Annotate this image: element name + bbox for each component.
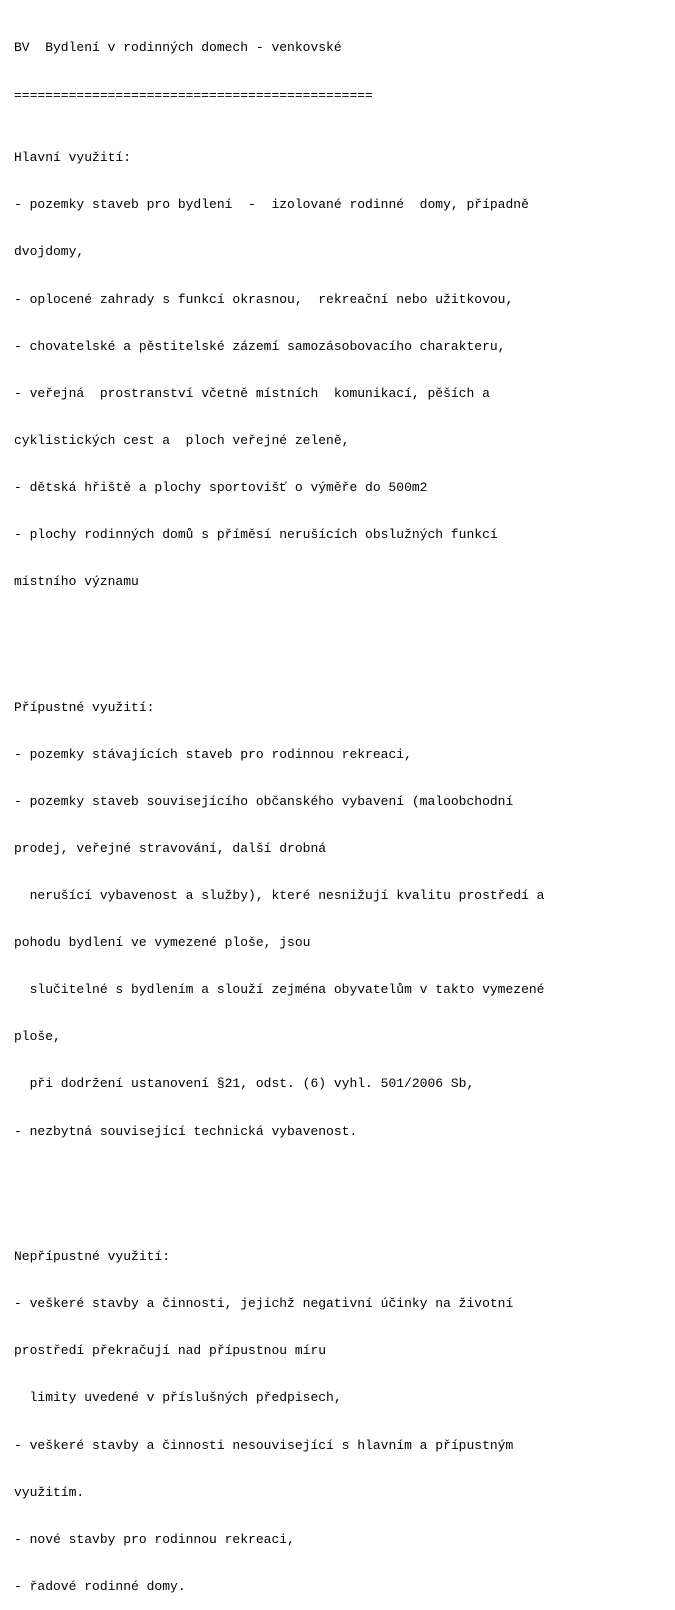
main-use-line: - dětská hřiště a plochy sportovišť o výměře do 500m2 xyxy=(14,479,428,495)
forbidden-use-line: - nové stavby pro rodinnou rekreaci, xyxy=(14,1531,295,1547)
main-use-line: - pozemky staveb pro bydlení - izolované rodinné domy, případně xyxy=(14,197,529,213)
blank-line xyxy=(14,1186,664,1202)
section-heading-main-use: Hlavní využití: xyxy=(14,150,132,166)
blank-line xyxy=(14,637,664,653)
allowed-use-line: slučitelné s bydlením a slouží zejména obyvatelům v takto vymezené xyxy=(14,982,545,998)
main-use-line: - plochy rodinných domů s příměsí nerušících obslužných funkcí xyxy=(14,527,498,543)
allowed-use-line: ploše, xyxy=(14,1029,61,1045)
allowed-use-line: nerušící vybavenost a služby), které nesnižují kvalitu prostředí a xyxy=(14,888,545,904)
main-use-line: dvojdomy, xyxy=(14,244,85,260)
allowed-use-line: - pozemky staveb souvisejícího občanského vybavení (maloobchodní xyxy=(14,793,514,809)
section-heading-allowed-use: Přípustné využití: xyxy=(14,699,155,715)
allowed-use-line: při dodržení ustanovení §21, odst. (6) vyhl. 501/2006 Sb, xyxy=(14,1076,475,1092)
allowed-use-line: pohodu bydlení ve vymezené ploše, jsou xyxy=(14,935,311,951)
section-heading-forbidden-use: Nepřípustné využití: xyxy=(14,1249,171,1265)
forbidden-use-line: - řadové rodinné domy. xyxy=(14,1578,186,1594)
title-underline: ============================================== xyxy=(14,87,373,103)
allowed-use-line: - nezbytná související technická vybavenost. xyxy=(14,1123,358,1139)
main-use-line: - veřejná prostranství včetně místních komunikací, pěších a xyxy=(14,385,490,401)
main-use-line: - oplocené zahrady s funkcí okrasnou, rekreační nebo užitkovou, xyxy=(14,291,514,307)
allowed-use-line: - pozemky stávajících staveb pro rodinnou rekreaci, xyxy=(14,746,412,762)
forbidden-use-line: - veškeré stavby a činnosti nesouvisející s hlavním a přípustným xyxy=(14,1437,514,1453)
document-title: BV Bydlení v rodinných domech - venkovské xyxy=(14,40,342,56)
main-use-line: cyklistických cest a ploch veřejné zeleně, xyxy=(14,432,350,448)
forbidden-use-line: - veškeré stavby a činnosti, jejichž negativní účinky na životní xyxy=(14,1296,514,1312)
forbidden-use-line: využitím. xyxy=(14,1484,85,1500)
main-use-line: - chovatelské a pěstitelské zázemí samozásobovacího charakteru, xyxy=(14,338,506,354)
main-use-line: místního významu xyxy=(14,574,139,590)
forbidden-use-line: prostředí překračují nad přípustnou míru xyxy=(14,1343,327,1359)
forbidden-use-line: limity uvedené v příslušných předpisech, xyxy=(14,1390,342,1406)
allowed-use-line: prodej, veřejné stravování, další drobná xyxy=(14,841,327,857)
document-text xyxy=(14,9,664,1610)
